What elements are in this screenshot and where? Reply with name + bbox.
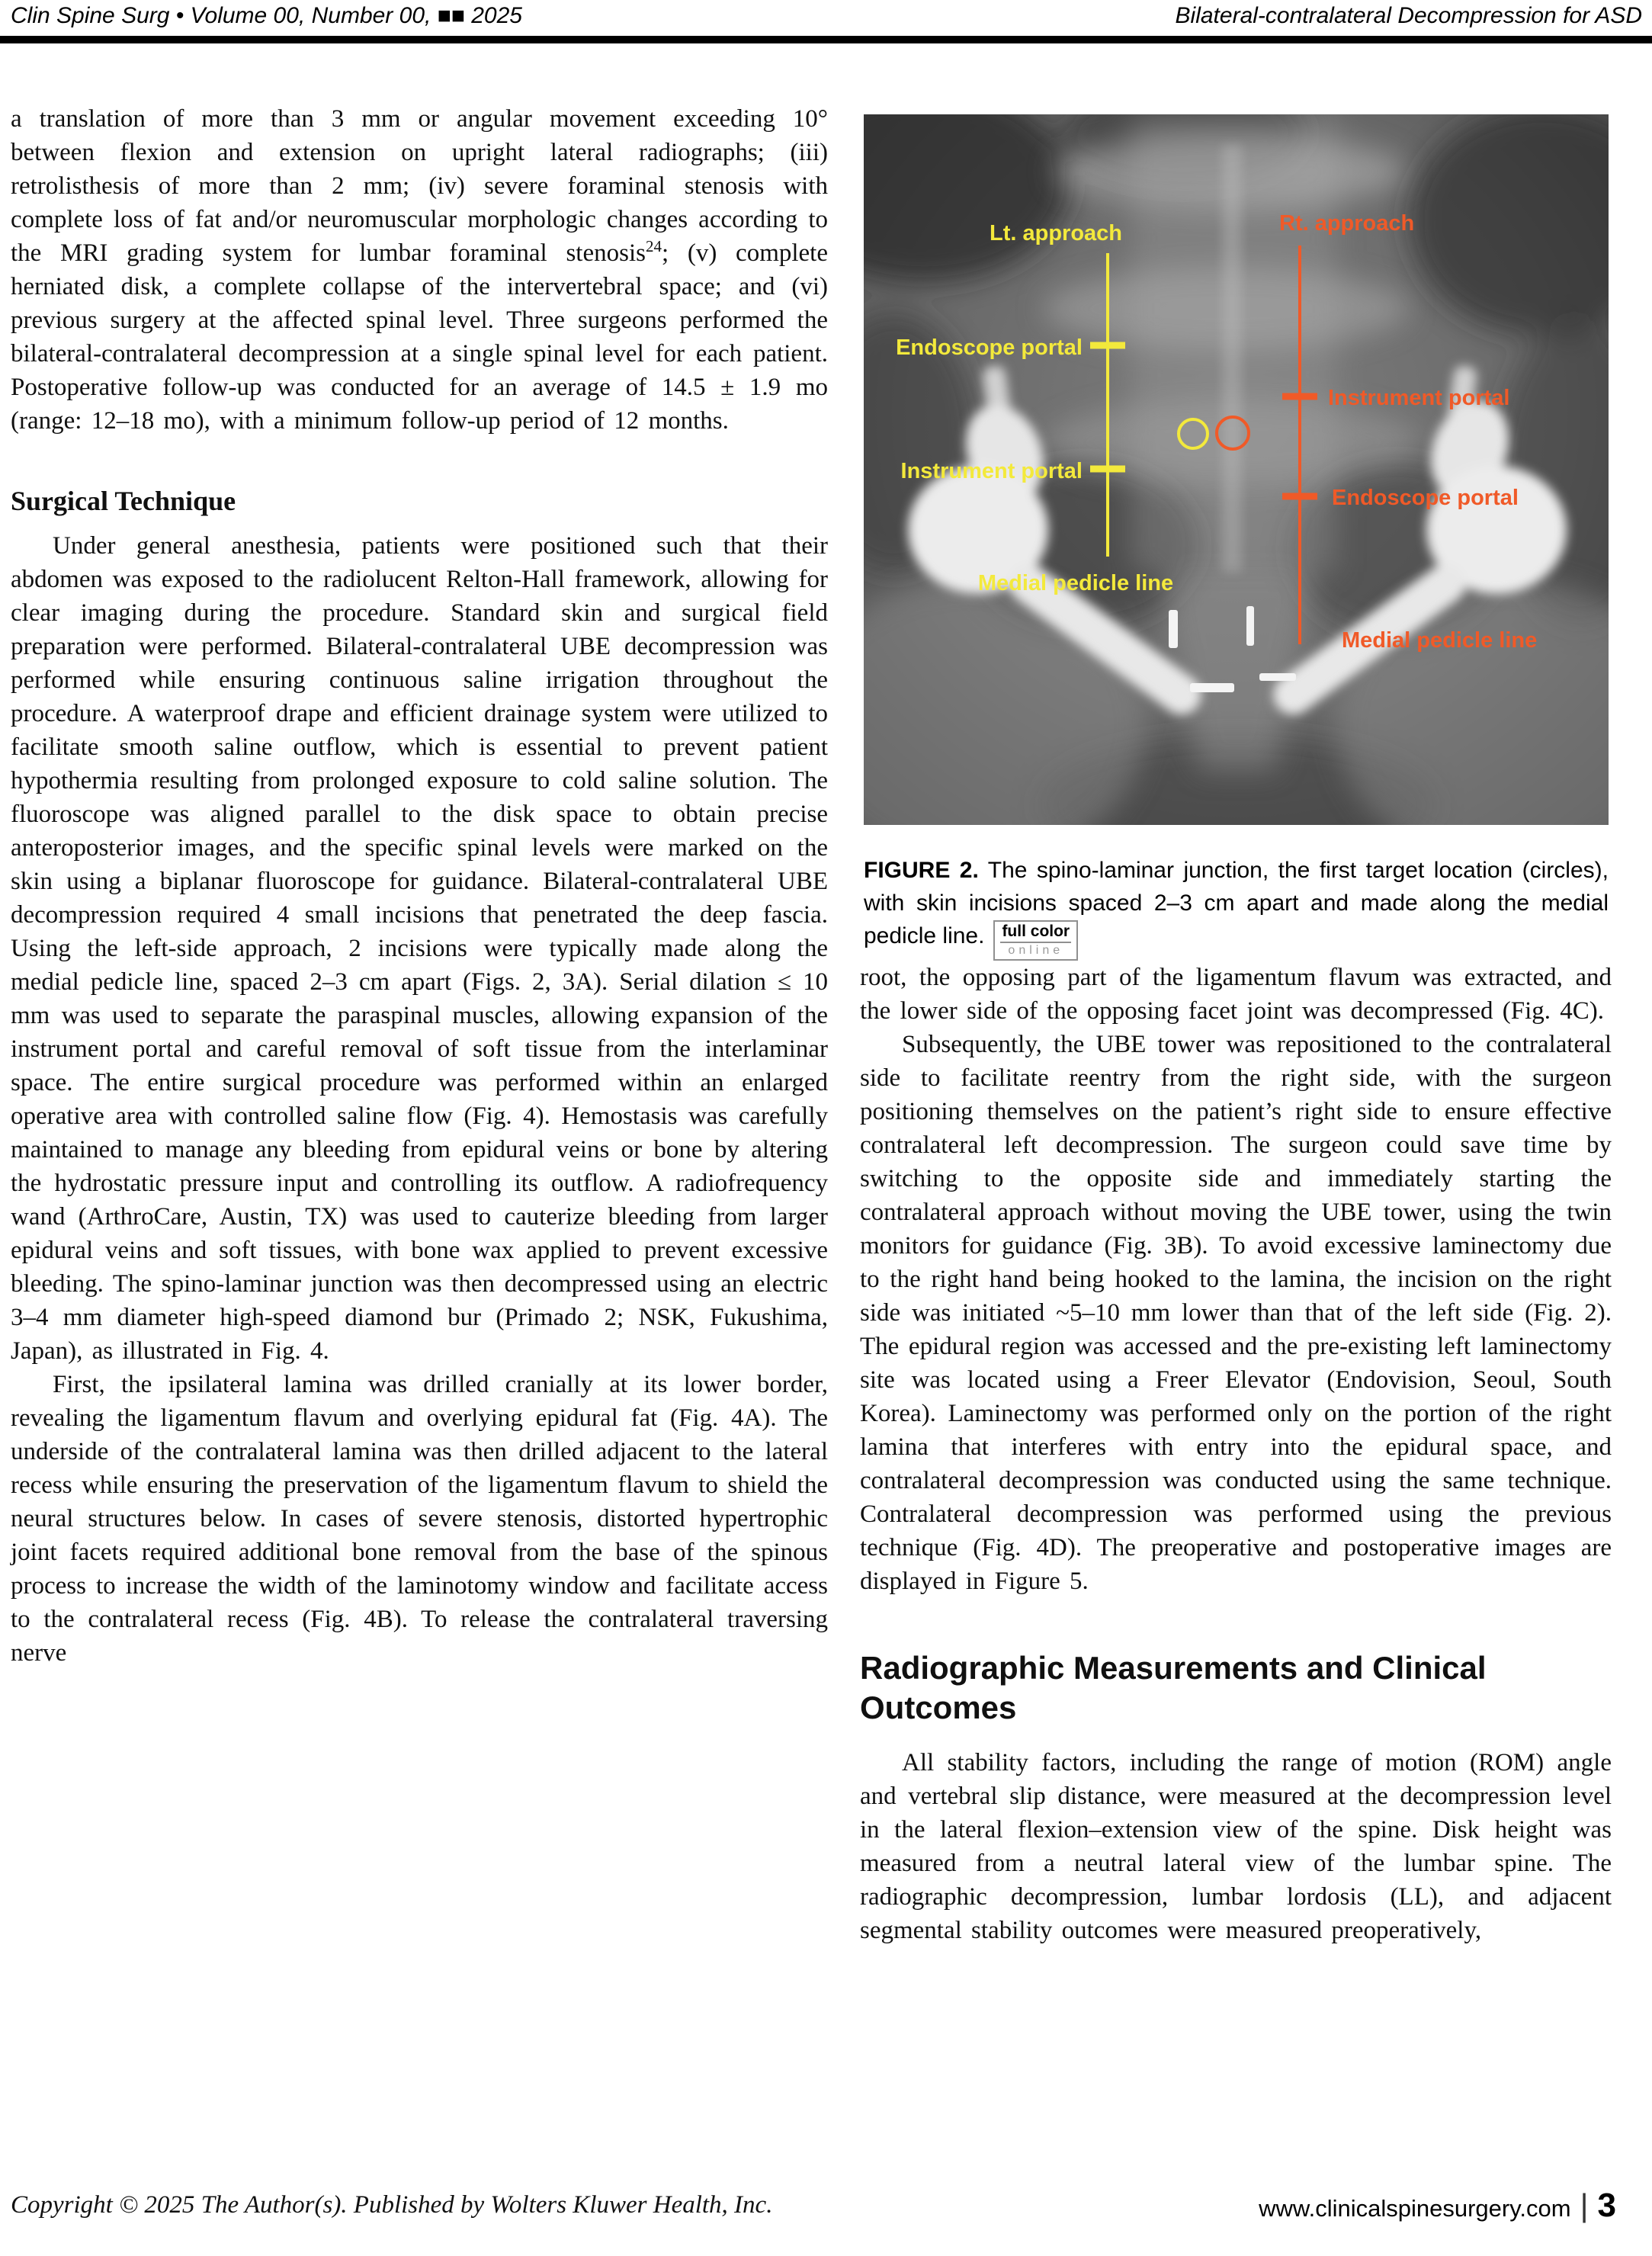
left-column	[11, 102, 828, 1670]
right-endoscope-portal-label: Endoscope portal	[1332, 486, 1519, 510]
left-medial-pedicle-line-label: Medial pedicle line	[977, 571, 1174, 595]
xray-image	[864, 114, 1609, 825]
paragraph-contralateral-release: root, the opposing part of the ligamentum flavum was extracted, and the lower side of the opposing facet joint was decompressed (Fig. 4C).	[860, 964, 1612, 1025]
section-heading-radiographic-measurements: Radiographic Measurements and Clinical Outcomes	[860, 1650, 1487, 1725]
rt-approach-label: Rt. approach	[1279, 211, 1415, 236]
section-heading-surgical-technique: Surgical Technique	[11, 486, 236, 516]
para-text: a translation of more than 3 mm or angular movement exceeding 10° between flexion and extension on upright lateral radiographs; (iii) retrolisthesis of more than 2 mm; (iv) severe foraminal stenosis with complete loss of fat and/or neuromuscular morphologic changes according to the MRI grading system for lumbar foraminal stenosis	[11, 105, 828, 267]
right-instrument-portal-label: Instrument portal	[1328, 386, 1510, 410]
left-endoscope-portal-label: Endoscope portal	[896, 335, 1083, 360]
figure-caption	[864, 854, 1609, 961]
figure-caption-label: FIGURE 2.	[864, 858, 979, 883]
paragraph-ube-tower-reposition: Subsequently, the UBE tower was repositioned to the contralateral side to facilitate reentry from the right side, with the surgeon positioning themselves on the patient’s right side to ensure effective contralateral left decompression. The surgeon could save time by switching to the opposite side and immediately starting the contralateral approach without moving the UBE tower, using the twin monitors for guidance (Fig. 3B). To avoid excessive laminectomy due to the right hand being hooked to the lamina, the incision on the right side was initiated ~5–10 mm lower than that of the left side (Fig. 2). The epidural region was accessed and the pre-existing left laminectomy site was located using a Freer Elevator (Endovision, Seoul, South Korea). Laminectomy was performed only on the portion of the right lamina that interferes with entry into the epidural space, and contralateral decompression was conducted using the same technique. Contralateral decompression was performed using the previous technique (Fig. 4D). The preoperative and postoperative images are displayed in Figure 5.	[860, 1031, 1612, 1595]
lt-approach-label: Lt. approach	[989, 221, 1123, 245]
right-column	[860, 114, 1612, 1947]
paragraph-surgical-technique-1: Under general anesthesia, patients were positioned such that their abdomen was exposed to the radiolucent Relton-Hall framework, allowing for clear imaging during the procedure. Standard skin and surgical field preparation were performed. Bilateral-contralateral UBE decompression was performed while ensuring continuous saline irrigation throughout the procedure. A waterproof drape and efficient drainage system were utilized to facilitate smooth saline outflow, which is essential to prevent patient hypothermia resulting from prolonged exposure to cold saline solution. The fluoroscope was aligned parallel to the disk space to obtain precise anteroposterior images, and the specific spinal levels were marked on the skin using a biplanar fluoroscope for guidance. Bilateral-contralateral UBE decompression required 4 small incisions that penetrated the deep fascia. Using the left-side approach, 2 incisions were typically made along the medial pedicle line, spaced 2–3 cm apart (Figs. 2, 3A). Serial dilation ≤ 10 mm was used to separate the paraspinal muscles, allowing expansion of the instrument portal and careful removal of soft tissue from the interlaminar space. The entire surgical procedure was performed within an enlarged operative area with controlled saline flow (Fig. 4). Hemostasis was carefully maintained to manage any bleeding from epidural veins or bone by altering the hydrostatic pressure input and controlling its outflow. A radiofrequency wand (ArthroCare, Austin, TX) was used to cauterize bleeding from larger epidural veins and soft tissues, with bone wax applied to prevent excessive bleeding. The spino-laminar junction was then decompressed using an electric 3–4 mm diameter high-speed diamond bur (Primado 2; NSK, Fukushima, Japan), as illustrated in Fig. 4.	[11, 532, 828, 1365]
spinous-process-line	[1222, 145, 1242, 572]
paragraph-inclusion-criteria	[11, 102, 828, 438]
badge-online: online	[1008, 944, 1064, 957]
footer-right	[1259, 2187, 1616, 2225]
page-header	[11, 3, 1642, 29]
paragraph-surgical-technique-2: First, the ipsilateral lamina was drilled cranially at its lower border, revealing the ligamentum flavum and overlying epidural fat (Fig. 4A). The underside of the contralateral lamina was then drilled adjacent to the lateral recess while ensuring the preservation of the ligamentum flavum to shield the neural structures below. In cases of severe stenosis, distorted hypertrophic joint facets required additional bone removal from the base of the spinous process to increase the width of the laminotomy window and facilitate access to the contralateral recess (Fig. 4B). To release the contralateral traversing nerve	[11, 1371, 828, 1667]
header-running-title: Bilateral-contralateral Decompression for ASD	[1175, 3, 1642, 28]
header-rule	[0, 36, 1652, 43]
figure-caption-text: The spino-laminar junction, the first target location (circles), with skin incisions spaced 2–3 cm apart and made along the medial pedicle line.	[864, 858, 1609, 948]
journal-url[interactable]: www.clinicalspinesurgery.com	[1259, 2195, 1571, 2222]
right-medial-pedicle-line-label: Medial pedicle line	[1342, 628, 1538, 653]
copyright-notice: Copyright © 2025 The Author(s). Published by Wolters Kluwer Health, Inc.	[11, 2191, 773, 2219]
paragraph-stability-factors: All stability factors, including the range of motion (ROM) angle and vertebral slip distance, were measured at the decompression level in the lateral flexion–extension view of the spine. Disk height was measured from a neutral lateral view of the lumbar spine. The radiographic decompression, lumbar lordosis (LL), and adjacent segmental stability outcomes were measured preoperatively,	[860, 1749, 1612, 1944]
page-number: 3	[1597, 2187, 1616, 2224]
full-color-online-badge	[993, 920, 1078, 961]
left-instrument-portal-label: Instrument portal	[900, 459, 1083, 483]
reference-superscript: 24	[645, 237, 662, 255]
figure-2	[864, 114, 1609, 961]
footer-separator: |	[1580, 2187, 1589, 2223]
header-journal-info: Clin Spine Surg • Volume 00, Number 00, ■■ 2025	[11, 3, 522, 28]
badge-full-color: full color	[1000, 923, 1071, 943]
para-text: ; (v) complete herniated disk, a complete collapse of the intervertebral space; and (vi) previous surgery at the affected spinal level. Three surgeons performed the bilateral-contralateral decompression at a single spinal level for each patient. Postoperative follow-up was conducted for an average of 14.5 ± 1.9 mo (range: 12–18 mo), with a minimum follow-up period of 12 months.	[11, 239, 828, 435]
